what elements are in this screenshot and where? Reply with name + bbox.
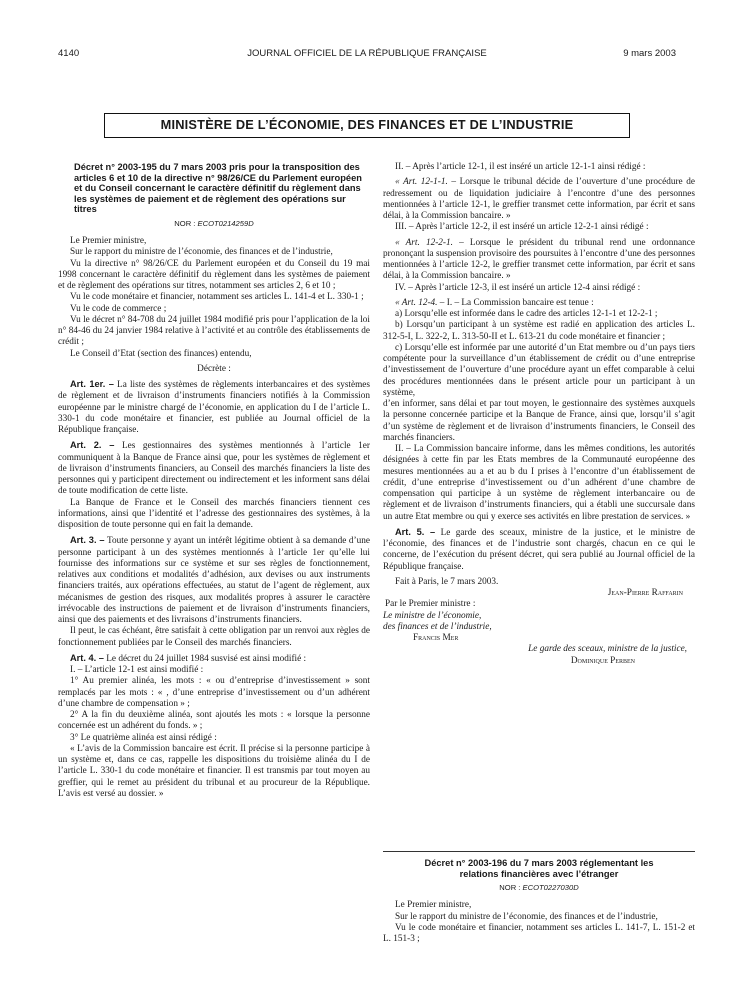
article-12-1-1: « Art. 12-1-1. – Lorsque le tribunal décide de l’ouverture d’une procédure de redressement ou de liquidation judiciaire à l’encontre d’une des personnes mentionnées à l’article 12-1, le greffier transmet cette information, par écrit et sans délai, à la Commission bancaire. » <box>383 177 695 221</box>
article-paragraph: d’en informer, sans délai et par tout moyen, le gestionnaire des systèmes auxquels la personne concernée participe et la Banque de France, ainsi que, lorsqu’il s’agit d’un système de règlement et de livraison d’instruments financiers, le Conseil des marchés financiers. <box>383 399 695 443</box>
article-paragraph: 2° A la fin du deuxième alinéa, sont ajoutés les mots : « lorsque la personne concernée est un adhérent du fonds. » ; <box>58 710 370 732</box>
right-column <box>383 162 695 667</box>
article-1: Art. 1er. – La liste des systèmes de règlements interbancaires et des systèmes de règlement et de livraison d’instruments financiers notifiés à la Commission européenne par le ministre chargé de l’économie, en application du I de l’article L. 330-1 du code monétaire et financier, est publiée au Journal officiel de la République française. <box>58 379 371 436</box>
signatory: Jean-Pierre Raffarin <box>607 588 683 598</box>
article-label: Art. 1er. – <box>70 379 114 390</box>
article-paragraph: II. – La Commission bancaire informe, dans les mêmes conditions, les autorités désignées à cette fin par les Etats membres de la Communauté européenne des mesures mentionnées au a et au b du I prises à l’encontre d’un établissement de crédit, d’une entreprise d’investissement ou d’un adhérent d’une chambre de compensation qui participe à un système de règlement interbancaire ou de règlement et de livraison d’instruments financiers, qui a établi une succursale dans un autre Etat membre ou qui y exerce ses activités en libre prestation de services. » <box>383 444 695 522</box>
article-paragraph: 1° Au premier alinéa, les mots : « ou d’entreprise d’investissement » sont remplacés par les mots : « , d’une entreprise d’investissement ou d’un adhérent d’une chambre de compensation » ; <box>58 676 370 709</box>
article-4: Art. 4. – Le décret du 24 juillet 1984 susvisé est ainsi modifié : <box>70 652 307 664</box>
decree-divider <box>383 851 695 852</box>
preamble-line: Le Conseil d’Etat (section des finances) entendu, <box>70 348 252 359</box>
article-label: Art. 5. – <box>395 526 436 537</box>
article-paragraph: II. – Après l’article 12-1, il est inséré un article 12-1-1 ainsi rédigé : <box>395 162 646 172</box>
article-paragraph: IV. – Après l’article 12-3, il est inséré un article 12-4 ainsi rédigé : <box>395 282 641 293</box>
preamble-line: Vu le code monétaire et financier, notamment ses articles L. 141-7, L. 151-2 et L. 151-3 ; <box>383 922 695 945</box>
justice-title: Le garde des sceaux, ministre de la justice, <box>528 644 687 655</box>
nor-label: NOR : <box>174 218 196 228</box>
preamble-line: Sur le rapport du ministre de l’économie, des finances et de l’industrie, <box>395 911 658 922</box>
nor-label: NOR : <box>499 883 521 893</box>
by-prime-minister: Par le Premier ministre : <box>385 599 476 610</box>
issue-date: 9 mars 2003 <box>623 48 676 59</box>
article-12-4: « Art. 12-4. – I. – La Commission bancaire est tenue : <box>395 297 594 308</box>
minister-name: Francis Mer <box>413 633 459 643</box>
preamble-line: Vu le code de commerce ; <box>70 303 167 314</box>
minister-title: des finances et de l’industrie, <box>383 621 492 632</box>
preamble-line: Le Premier ministre, <box>70 236 147 247</box>
preamble-line: Vu la directive n° 98/26/CE du Parlement européen et du Conseil du 19 mai 1998 concernant le caractère définitif du règlement dans les systèmes de paiement et de règlement des opérations sur titres, notamment ses articles 2, 6 et 10 ; <box>58 258 370 292</box>
article-2: Art. 2. – Les gestionnaires des systèmes mentionnés à l’article 1er communiquent à la Banque de France ainsi que, pour les systèmes de règlement et de livraison d’instruments financiers, au Conseil des marchés financiers la liste des personnes qui y participent directement ou indirectement et les informent sans délai de toute modification de cette liste. <box>58 440 370 497</box>
justice-name: Dominique Perben <box>570 655 635 666</box>
second-decree <box>383 858 695 945</box>
article-paragraph: I. – L’article 12-1 est ainsi modifié : <box>70 665 204 676</box>
article-label: « Art. 12-1-1. – <box>395 177 457 188</box>
done-at: Fait à Paris, le 7 mars 2003. <box>395 576 499 587</box>
article-paragraph: c) Lorsqu’elle est informée par une autorité d’un Etat membre ou d’un pays tiers compétente pour la surveillance d’un établissement de crédit ou d’une entreprise d’investissement de l’ouverture d’une procédure ayant un effet comparable à celui des procédures mentionnées dans le présent article pour un participant à un système, <box>383 342 695 398</box>
article-paragraph: III. – Après l’article 12-2, il est inséré un article 12-2-1 ainsi rédigé : <box>395 222 649 233</box>
decree-title: Décret n° 2003-196 du 7 mars 2003 réglementant les relations financières avec l’étranger <box>424 858 654 879</box>
article-paragraph: a) Lorsqu’elle est informée dans le cadre des articles 12-1-1 et 12-2-1 ; <box>395 309 658 319</box>
article-paragraph: « L’avis de la Commission bancaire est écrit. Il précise si la personne participe à un système et, dans ce cas, rappelle les dispositions du troisième alinéa du I de l’article L. 330-1 du code monétaire et financier. Il est transmis par tout moyen au greffier, qui le remet au président du tribunal et au procureur de la République. L’avis est versé au dossier. » <box>58 743 370 799</box>
article-paragraph: 3° Le quatrième alinéa est ainsi rédigé : <box>70 732 217 743</box>
nor-code: ECOT0214259D <box>197 218 254 228</box>
nor-reference <box>383 882 695 893</box>
minister-title: Le ministre de l’économie, <box>383 610 482 621</box>
preamble-line: Vu le décret n° 84-708 du 24 juillet 1984 modifié pris pour l’application de la loi n° 84-46 du 24 janvier 1984 relative à l’activité et au contrôle des établissements de crédit ; <box>58 314 370 348</box>
nor-code: ECOT0227030D <box>522 883 579 893</box>
article-label: Art. 3. – <box>70 535 105 546</box>
ministry-banner: MINISTÈRE DE L’ÉCONOMIE, DES FINANCES ET DE L’INDUSTRIE <box>104 113 630 138</box>
article-label: « Art. 12-2-1. – <box>395 237 464 248</box>
page-number: 4140 <box>58 48 80 59</box>
article-label: Art. 2. – <box>70 440 115 451</box>
decrete-heading: Décrète : <box>197 363 231 374</box>
article-label: Art. 4. – <box>70 652 104 663</box>
article-label: « Art. 12-4. – <box>395 297 445 308</box>
article-12-2-1: « Art. 12-2-1. – Lorsque le président du tribunal rend une ordonnance prononçant la suspension provisoire des poursuites à l’encontre d’une des personnes mentionnées à l’article 12-2, le greffier transmet cette information, par écrit et sans délai, à la Commission bancaire. » <box>383 237 695 282</box>
preamble-line: Le Premier ministre, <box>395 900 472 911</box>
article-5: Art. 5. – Le garde des sceaux, ministre de la justice, et le ministre de l’économie, des finances et de l’industrie sont chargés, chacun en ce qui le concerne, de l’exécution du présent décret, qui sera publié au Journal officiel de la République française. <box>383 526 696 572</box>
article-3: Art. 3. – Toute personne y ayant un intérêt légitime obtient à sa demande d’une personne participant à un des systèmes mentionnés à l’article 1er qu’elle lui fournisse des informations sur ce système et sur ses règles de fonctionnement, relatives aux conditions et modalités d’adhésion, aux devises ou aux instruments financiers traités, aux opérations effectuées, au statut de l’agent de règlement, aux mécanismes de gestion des risques, aux modalités propres à assurer le caractère irrévocable des instructions de paiement et de livraison d’instruments financiers, ainsi que des paiements et des livraisons d’instruments financiers. <box>58 535 370 626</box>
article-paragraph: b) Lorsqu’un participant à un système est radié en application des articles L. 312-5-I, L. 322-2, L. 313-50-II et L. 613-21 du code monétaire et financier ; <box>383 320 695 342</box>
left-column <box>58 162 370 800</box>
article-paragraph: La Banque de France et le Conseil des marchés financiers tiennent ces informations, ainsi que l’identité et l’adresse des gestionnaires des systèmes, à la disposition de toute personne qui en fait la demande. <box>58 497 370 531</box>
decree-title: Décret n° 2003-195 du 7 mars 2003 pris pour la transposition des articles 6 et 10 de la directive n° 98/26/CE du Parlement européen et du Conseil concernant le caractère définitif du règlement dans les systèmes de paiement et de règlement des opérations sur titres <box>74 162 362 215</box>
journal-title: JOURNAL OFFICIEL DE LA RÉPUBLIQUE FRANÇAISE <box>247 48 487 59</box>
nor-reference <box>58 218 370 229</box>
article-paragraph: Il peut, le cas échéant, être satisfait à cette obligation par un renvoi aux règles de fonctionnement publiées par le Conseil des marchés financiers. <box>58 626 370 648</box>
preamble-line: Vu le code monétaire et financier, notamment ses articles L. 141-4 et L. 330-1 ; <box>70 292 364 303</box>
running-header <box>58 48 676 62</box>
preamble-line: Sur le rapport du ministre de l’économie, des finances et de l’industrie, <box>70 247 333 258</box>
